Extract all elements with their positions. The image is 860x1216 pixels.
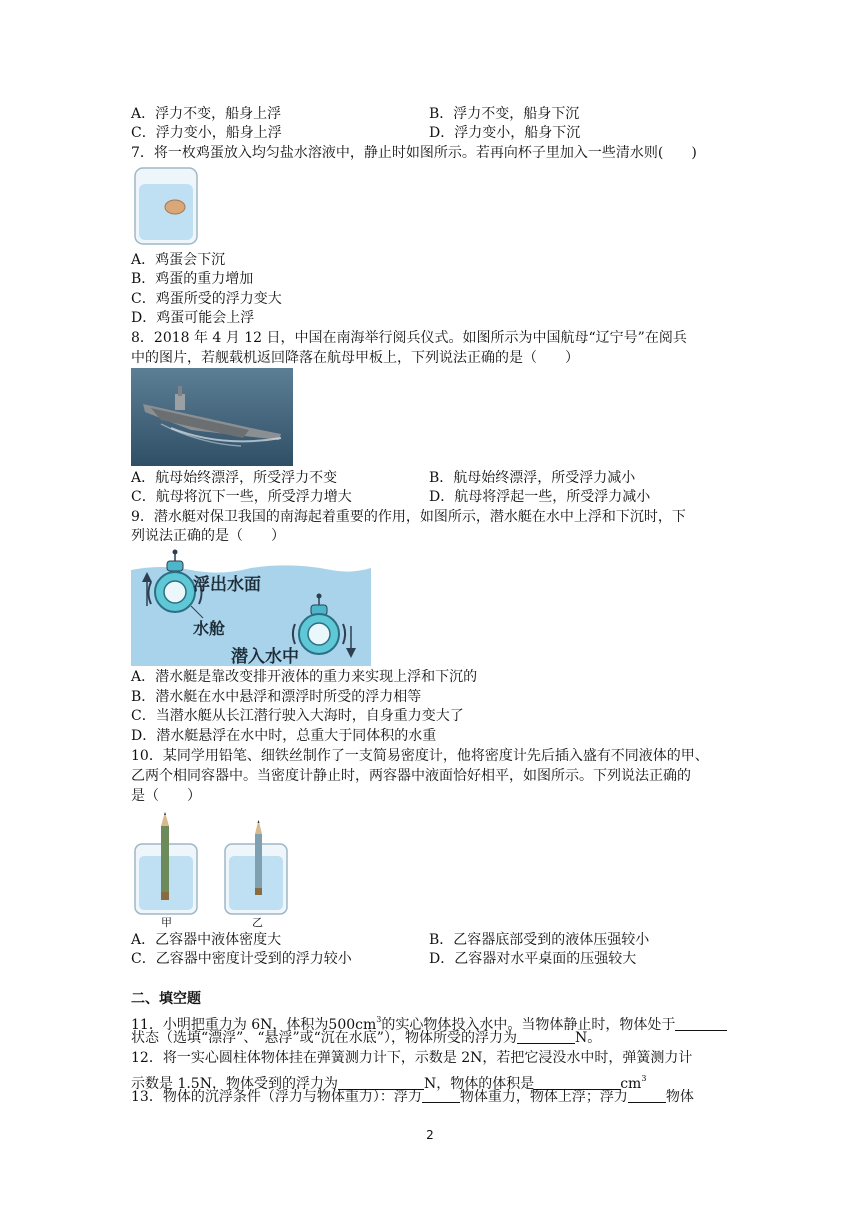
fig-label-ballast-tank: 水舱 — [193, 619, 226, 638]
q12-text-line2c: cm — [620, 1076, 642, 1092]
q6-option-a: A．浮力不变，船身上浮 — [131, 106, 282, 122]
fig-label-yi: 乙 — [252, 916, 263, 929]
submarine-figure — [131, 548, 371, 666]
fig-label-dive: 潜入水中 — [231, 647, 299, 667]
q9-stem-line2: 列说法正确的是（ ） — [131, 528, 285, 544]
fig-label-surface: 浮出水面 — [193, 575, 261, 595]
q10-option-d: D．乙容器对水平桌面的压强较大 — [429, 951, 637, 967]
q10-stem-line1: 10．某同学用铅笔、细铁丝制作了一支简易密度计，他将密度计先后插入盛有不同液体的甲、 — [131, 748, 709, 764]
q6-option-c: C．浮力变小，船身上浮 — [131, 125, 282, 141]
q7-stem: 7．将一枚鸡蛋放入均匀盐水溶液中，静止时如图所示。若再向杯子里加入一些清水则( ) — [131, 145, 697, 161]
q11-text-part2: 的实心物体投入水中。当物体静止时，物体处于 — [381, 1017, 676, 1033]
q8-stem-line1: 8．2018 年 4 月 12 日，中国在南海举行阅兵仪式。如图所示为中国航母“辽宁号”在阅兵 — [131, 330, 687, 346]
q10-option-b: B．乙容器底部受到的液体压强较小 — [429, 932, 650, 948]
q13-text-part3: 物体 — [665, 1089, 694, 1105]
q12-text-line2b: N，物体的体积是 — [423, 1076, 535, 1092]
q8-option-d: D．航母将浮起一些，所受浮力减小 — [429, 489, 651, 505]
q13-line1 — [131, 1088, 694, 1107]
q7-option-d: D．鸡蛋可能会上浮 — [131, 310, 255, 326]
q13-blank-2[interactable] — [628, 1088, 666, 1103]
q10-option-a: A．乙容器中液体密度大 — [131, 932, 282, 948]
density-meter-figure — [131, 808, 301, 930]
q11-text-part1: 11．小明把重力为 6N，体积为 — [131, 1017, 329, 1033]
q9-stem-line1: 9．潜水艇对保卫我国的南海起着重要的作用，如图所示，潜水艇在水中上浮和下沉时，下 — [131, 509, 686, 525]
q8-option-b: B．航母始终漂浮，所受浮力减小 — [429, 470, 636, 486]
q8-option-c: C．航母将沉下一些，所受浮力增大 — [131, 489, 352, 505]
beaker-yi-icon — [225, 820, 287, 914]
q13-text-part2: 物体重力，物体上浮；浮力 — [459, 1089, 628, 1105]
q8-stem-line2: 中的图片，若舰载机返回降落在航母甲板上，下列说法正确的是（ ） — [131, 350, 579, 366]
q10-stem-line3: 是（ ） — [131, 788, 201, 804]
q6-option-d: D．浮力变小，船身下沉 — [429, 125, 581, 141]
q9-option-b: B．潜水艇在水中悬浮和漂浮时所受的浮力相等 — [131, 689, 422, 705]
q11-line2 — [131, 1029, 601, 1048]
q13-text-part1: 13．物体的沉浮条件（浮力与物体重力）：浮力 — [131, 1089, 422, 1105]
q10-option-c: C．乙容器中密度计受到的浮力较小 — [131, 951, 352, 967]
beaker-jia-icon — [135, 812, 197, 914]
q8-option-a: A．航母始终漂浮，所受浮力不变 — [131, 470, 338, 486]
q7-option-b: B．鸡蛋的重力增加 — [131, 271, 254, 287]
q7-option-c: C．鸡蛋所受的浮力变大 — [131, 291, 282, 307]
q11-text-line2a: 状态（选填“漂浮”、“悬浮”或“沉在水底”），物体所受的浮力为 — [131, 1030, 517, 1046]
q9-option-c: C．当潜水艇从长江潜行驶入大海时，自身重力变大了 — [131, 708, 464, 724]
q11-blank-state[interactable] — [675, 1016, 727, 1031]
q12-unit-exponent: 3 — [641, 1074, 647, 1083]
section-title-fill-in: 二、填空题 — [131, 991, 201, 1007]
q12-text-line2a: 示数是 1.5N，物体受到的浮力为 — [131, 1076, 338, 1092]
q11-volume: 500cm — [328, 1017, 377, 1033]
beaker-egg-figure — [131, 166, 203, 248]
q9-option-a: A．潜水艇是靠改变排开液体的重力来实现上浮和下沉的 — [131, 669, 478, 685]
q10-stem-line2: 乙两个相同容器中。当密度计静止时，两容器中液面恰好相平，如图所示。下列说法正确的 — [131, 768, 691, 784]
q7-option-a: A．鸡蛋会下沉 — [131, 252, 226, 268]
q9-option-d: D．潜水艇悬浮在水中时，总重大于同体积的水重 — [131, 728, 437, 744]
q11-blank-buoyancy[interactable] — [517, 1029, 575, 1044]
fig-label-jia: 甲 — [161, 916, 172, 929]
q11-volume-exponent: 3 — [376, 1015, 382, 1024]
aircraft-carrier-photo — [131, 368, 293, 466]
q6-option-b: B．浮力不变，船身下沉 — [429, 106, 580, 122]
q13-blank-1[interactable] — [422, 1088, 460, 1103]
q12-line1: 12．将一实心圆柱体物体挂在弹簧测力计下，示数是 2N，若把它浸没水中时，弹簧测力计 — [131, 1050, 693, 1066]
page-number: 2 — [426, 1128, 434, 1142]
q11-text-line2b: N。 — [574, 1030, 602, 1046]
